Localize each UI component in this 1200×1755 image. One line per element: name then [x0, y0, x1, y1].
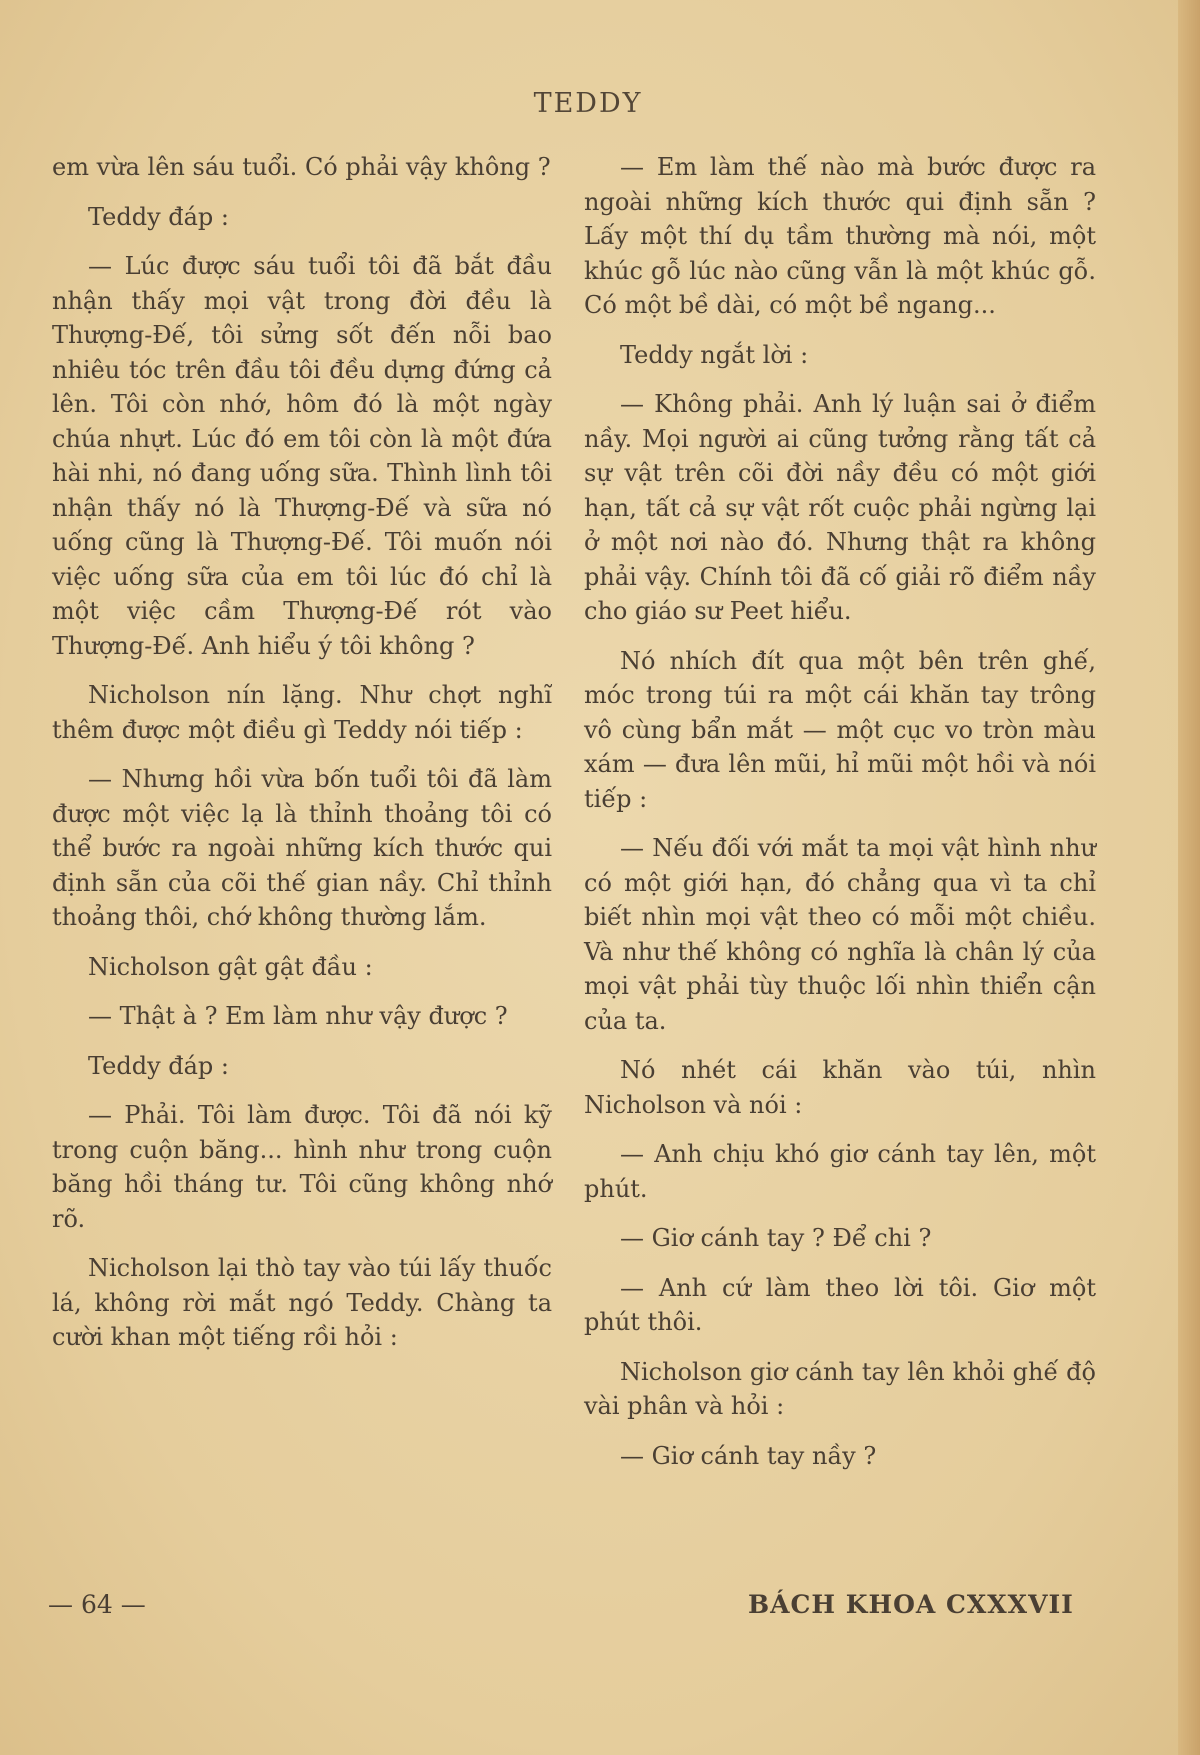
paragraph: — Nếu đối với mắt ta mọi vật hình như có một giới hạn, đó chẳng qua vì ta chỉ biết nhìn mọi vật theo có mỗi một chiều. Và như thế không có nghĩa là chân lý của mọi vật phải tùy thuộc lối nhìn thiển cận của ta. [584, 834, 1096, 1035]
paragraph: Teddy đáp : [88, 202, 230, 231]
paragraph: Nicholson lại thò tay vào túi lấy thuốc lá, không rời mắt ngó Teddy. Chàng ta cười khan một tiếng rồi hỏi : [52, 1254, 552, 1351]
right-column [584, 150, 1096, 1488]
paragraph: em vừa lên sáu tuổi. Có phải vậy không ? [52, 153, 551, 181]
paragraph: — Anh cứ làm theo lời tôi. Giơ một phút thôi. [584, 1273, 1096, 1336]
paragraph: Nó nhét cái khăn vào túi, nhìn Nicholson và nói : [584, 1056, 1096, 1119]
paragraph: Nó nhích đít qua một bên trên ghế, móc trong túi ra một cái khăn tay trông vô cùng bẩn mắt — một cục vo tròn màu xám — đưa lên mũi, hỉ mũi một hồi và nói tiếp : [584, 646, 1096, 813]
paragraph: Teddy ngắt lời : [620, 340, 809, 369]
paragraph: — Giơ cánh tay ? Để chi ? [620, 1224, 932, 1252]
page-edge [1178, 0, 1200, 1755]
paragraph: Nicholson nín lặng. Như chợt nghĩ thêm được một điều gì Teddy nói tiếp : [52, 681, 552, 744]
paragraph: — Nhưng hồi vừa bốn tuổi tôi đã làm được một việc lạ là thỉnh thoảng tôi có thể bước ra ngoài những kích thước qui định sẵn của cõi thế gian nầy. Chỉ thỉnh thoảng thôi, chớ không thường lắm. [52, 765, 552, 931]
paragraph: Teddy đáp : [88, 1051, 230, 1080]
paragraph: — Giơ cánh tay nầy ? [620, 1441, 877, 1470]
paragraph: Nicholson gật gật đầu : [88, 952, 373, 981]
left-column [52, 150, 552, 1370]
publication-name: BÁCH KHOA CXXXVII [748, 1590, 1074, 1619]
page-number: — 64 — [48, 1590, 146, 1619]
running-header: TEDDY [533, 88, 643, 119]
paragraph: — Anh chịu khó giơ cánh tay lên, một phút. [584, 1140, 1096, 1203]
paragraph: Nicholson giơ cánh tay lên khỏi ghế độ vài phân và hỏi : [584, 1357, 1096, 1420]
paragraph: — Em làm thế nào mà bước được ra ngoài những kích thước qui định sẵn ? Lấy một thí dụ tầm thường mà nói, một khúc gỗ lúc nào cũng vẫn là một khúc gỗ. Có một bề dài, có một bề ngang... [584, 153, 1096, 319]
paragraph: — Không phải. Anh lý luận sai ở điểm nầy. Mọi người ai cũng tưởng rằng tất cả sự vật trên cõi đời nầy đều có một giới hạn, tất cả sự vật rốt cuộc phải ngừng lại ở một nơi nào đó. Nhưng thật ra không phải vậy. Chính tôi đã cố giải rõ điểm nầy cho giáo sư Peet hiểu. [584, 390, 1096, 625]
paragraph: — Lúc được sáu tuổi tôi đã bắt đầu nhận thấy mọi vật trong đời đều là Thượng-Đế, tôi sửng sốt đến nỗi bao nhiêu tóc trên đầu tôi đều dựng đứng cả lên. Tôi còn nhớ, hôm đó là một ngày chúa nhựt. Lúc đó em tôi còn là một đứa hài nhi, nó đang uống sữa. Thình lình tôi nhận thấy nó là Thượng-Đế và sữa nó uống cũng là Thượng-Đế. Tôi muốn nói việc uống sữa của em tôi lúc đó chỉ là một việc cầm Thượng-Đế rót vào Thượng-Đế. Anh hiểu ý tôi không ? [52, 252, 552, 660]
paragraph: — Phải. Tôi làm được. Tôi đã nói kỹ trong cuộn băng... hình như trong cuộn băng hồi tháng tư. Tôi cũng không nhớ rõ. [52, 1101, 552, 1233]
paragraph: — Thật à ? Em làm như vậy được ? [88, 1002, 508, 1030]
